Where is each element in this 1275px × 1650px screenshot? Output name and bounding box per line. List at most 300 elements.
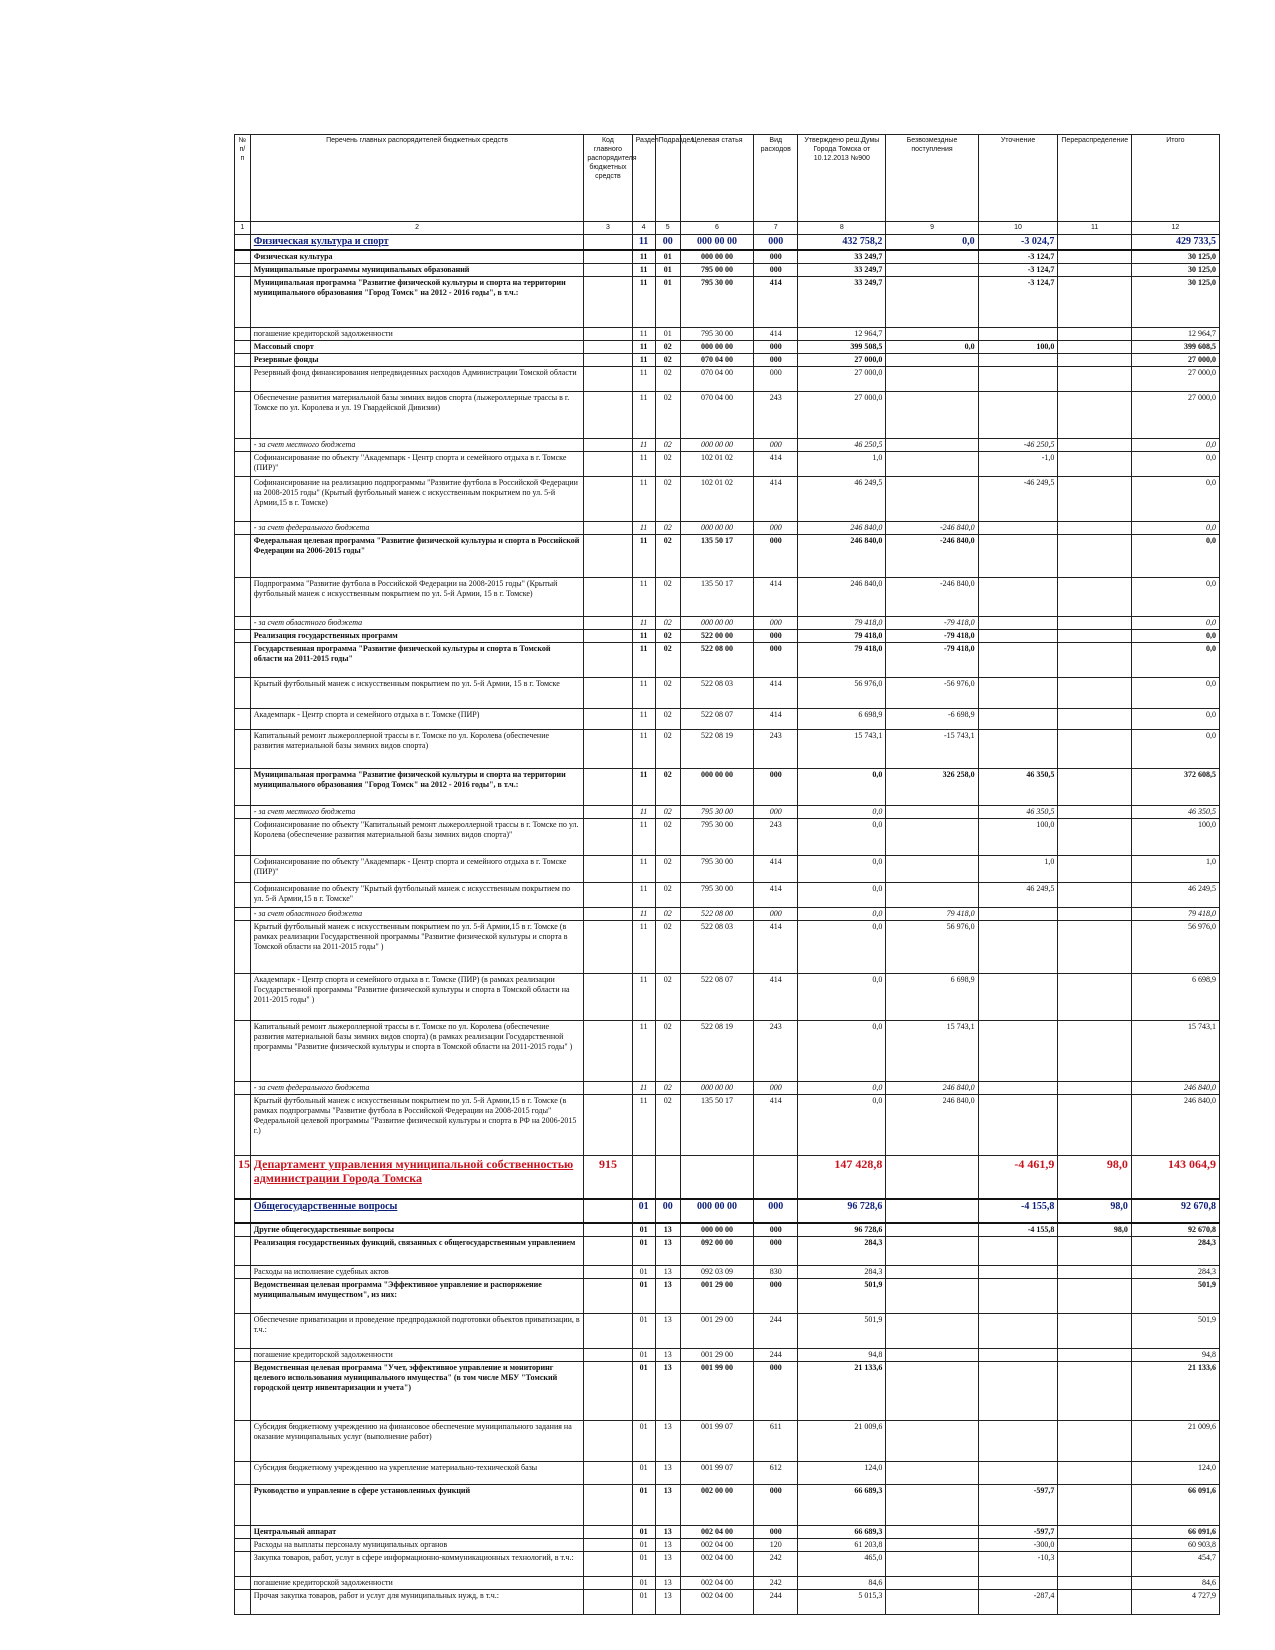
row-grants: 326 258,0 [886, 769, 978, 806]
row-code [584, 678, 632, 709]
row-section: 01 [632, 1485, 655, 1526]
row-total: 46 249,5 [1131, 883, 1219, 908]
row-index [235, 709, 251, 730]
table-row [235, 630, 1220, 643]
table-row [235, 439, 1220, 452]
row-approved: 0,0 [798, 769, 886, 806]
row-index [235, 617, 251, 630]
row-clarification: -3 124,7 [978, 264, 1058, 277]
row-redistribution [1058, 678, 1131, 709]
row-target: 795 00 00 [680, 264, 753, 277]
row-index [235, 1082, 251, 1095]
row-approved: 33 249,7 [798, 250, 886, 264]
row-approved: 61 203,8 [798, 1539, 886, 1552]
row-index [235, 769, 251, 806]
row-target: 000 00 00 [680, 235, 753, 251]
row-total: 429 733,5 [1131, 235, 1219, 251]
row-redistribution [1058, 367, 1131, 392]
row-target: 522 00 00 [680, 630, 753, 643]
row-subsection: 02 [655, 730, 680, 769]
row-index [235, 1362, 251, 1421]
column-number: 9 [886, 222, 978, 235]
row-approved: 27 000,0 [798, 392, 886, 439]
row-clarification [978, 1082, 1058, 1095]
row-grants [886, 1526, 978, 1539]
row-clarification: 1,0 [978, 856, 1058, 883]
row-redistribution: 98,0 [1058, 1156, 1131, 1200]
table-row [235, 1156, 1220, 1200]
row-expense-type: 414 [754, 856, 798, 883]
row-total: 6 698,9 [1131, 974, 1219, 1021]
table-row [235, 1021, 1220, 1082]
row-code [584, 908, 632, 921]
row-target: 000 00 00 [680, 439, 753, 452]
budget-table [234, 134, 1220, 1615]
row-clarification [978, 392, 1058, 439]
row-subsection: 02 [655, 678, 680, 709]
row-expense-type: 000 [754, 250, 798, 264]
table-row [235, 1526, 1220, 1539]
row-subsection: 13 [655, 1526, 680, 1539]
row-redistribution [1058, 535, 1131, 578]
row-index [235, 367, 251, 392]
row-subsection: 02 [655, 367, 680, 392]
row-code [584, 1199, 632, 1223]
row-redistribution [1058, 908, 1131, 921]
row-grants [886, 856, 978, 883]
row-index [235, 1552, 251, 1577]
row-grants: 79 418,0 [886, 908, 978, 921]
row-code [584, 1362, 632, 1421]
row-clarification: -3 124,7 [978, 250, 1058, 264]
table-row [235, 1266, 1220, 1279]
row-approved: 124,0 [798, 1462, 886, 1485]
row-section: 01 [632, 1279, 655, 1314]
row-clarification: -300,0 [978, 1539, 1058, 1552]
table-row [235, 769, 1220, 806]
column-number: 7 [754, 222, 798, 235]
row-total: 60 903,8 [1131, 1539, 1219, 1552]
column-number: 12 [1131, 222, 1219, 235]
row-section: 11 [632, 235, 655, 251]
row-expense-type: 000 [754, 769, 798, 806]
row-grants: -6 698,9 [886, 709, 978, 730]
row-code [584, 709, 632, 730]
row-index [235, 1266, 251, 1279]
row-target: 795 30 00 [680, 819, 753, 856]
row-total: 284,3 [1131, 1266, 1219, 1279]
row-section: 11 [632, 354, 655, 367]
row-subsection: 13 [655, 1314, 680, 1349]
row-subsection: 13 [655, 1362, 680, 1421]
row-section: 11 [632, 974, 655, 1021]
row-name: Департамент управления муниципальной собственностью администрации Города Томска [250, 1156, 584, 1200]
row-code [584, 1095, 632, 1156]
row-approved: 27 000,0 [798, 354, 886, 367]
row-name: Государственная программа "Развитие физической культуры и спорта в Томской области на 2011-2015 годы" [250, 643, 584, 678]
row-target: 001 29 00 [680, 1314, 753, 1349]
row-approved: 84,6 [798, 1577, 886, 1590]
row-approved: 46 250,5 [798, 439, 886, 452]
row-target: 092 03 09 [680, 1266, 753, 1279]
row-total: 27 000,0 [1131, 392, 1219, 439]
row-expense-type: 000 [754, 1237, 798, 1266]
table-row [235, 1349, 1220, 1362]
row-index [235, 630, 251, 643]
row-redistribution [1058, 1021, 1131, 1082]
row-code [584, 630, 632, 643]
row-grants: 6 698,9 [886, 974, 978, 1021]
row-expense-type: 000 [754, 806, 798, 819]
row-redistribution [1058, 819, 1131, 856]
row-name: Реализация государственных программ [250, 630, 584, 643]
row-name: Ведомственная целевая программа "Учет, эффективное управление и мониторинг целевого использования муниципального имущества" (в том числе МБУ "Томский городской центр инвентаризации и учета") [250, 1362, 584, 1421]
row-code [584, 250, 632, 264]
table-row [235, 1237, 1220, 1266]
row-redistribution [1058, 1314, 1131, 1349]
row-name: Софинансирование по объекту "Капитальный ремонт лыжероллерной трассы в г. Томске по ул. Королева (обеспечение развития материальной базы зимних видов спорта)" [250, 819, 584, 856]
row-subsection: 02 [655, 354, 680, 367]
row-clarification: -3 124,7 [978, 277, 1058, 328]
table-row [235, 974, 1220, 1021]
row-subsection: 02 [655, 477, 680, 522]
row-expense-type: 000 [754, 643, 798, 678]
row-subsection: 02 [655, 709, 680, 730]
row-name: Закупка товаров, работ, услуг в сфере информационно-коммуникационных технологий, в т.ч.: [250, 1552, 584, 1577]
row-expense-type: 000 [754, 367, 798, 392]
table-row [235, 328, 1220, 341]
column-number: 5 [655, 222, 680, 235]
row-approved: 33 249,7 [798, 277, 886, 328]
row-subsection: 02 [655, 630, 680, 643]
row-section: 11 [632, 1021, 655, 1082]
row-target: 000 00 00 [680, 1199, 753, 1223]
table-row [235, 264, 1220, 277]
row-redistribution [1058, 709, 1131, 730]
row-redistribution [1058, 477, 1131, 522]
row-section: 01 [632, 1237, 655, 1266]
row-index [235, 1314, 251, 1349]
row-total: 12 964,7 [1131, 328, 1219, 341]
row-approved: 96 728,6 [798, 1223, 886, 1237]
row-redistribution [1058, 277, 1131, 328]
row-grants [886, 1485, 978, 1526]
column-number: 1 [235, 222, 251, 235]
row-total: 94,8 [1131, 1349, 1219, 1362]
row-name: погашение кредиторской задолженности [250, 1349, 584, 1362]
header-grants: Безвозмездные поступления [886, 135, 978, 222]
table-row [235, 477, 1220, 522]
table-row [235, 354, 1220, 367]
row-grants [886, 1266, 978, 1279]
table-row [235, 1314, 1220, 1349]
row-redistribution [1058, 341, 1131, 354]
row-name: Муниципальная программа "Развитие физической культуры и спорта на территории муниципального образования "Город Томск" на 2012 - 2016 годы", в т.ч.: [250, 277, 584, 328]
row-clarification [978, 1021, 1058, 1082]
row-grants [886, 367, 978, 392]
table-row [235, 1421, 1220, 1462]
row-grants [886, 1199, 978, 1223]
row-target: 795 30 00 [680, 328, 753, 341]
row-section: 11 [632, 643, 655, 678]
row-target: 000 00 00 [680, 769, 753, 806]
table-row [235, 730, 1220, 769]
row-name: Субсидия бюджетному учреждению на финансовое обеспечение муниципального задания на оказание муниципальных услуг (выполнение работ) [250, 1421, 584, 1462]
row-subsection: 02 [655, 908, 680, 921]
row-target: 001 99 07 [680, 1421, 753, 1462]
row-approved: 0,0 [798, 1082, 886, 1095]
row-subsection: 02 [655, 452, 680, 477]
row-expense-type: 414 [754, 678, 798, 709]
header-approved: Утверждено реш.Думы Города Томска от 10.12.2013 №900 [798, 135, 886, 222]
row-approved: 5 015,3 [798, 1590, 886, 1615]
row-section: 11 [632, 1095, 655, 1156]
row-section: 11 [632, 1082, 655, 1095]
column-number: 4 [632, 222, 655, 235]
row-subsection: 02 [655, 535, 680, 578]
row-section: 11 [632, 819, 655, 856]
row-index [235, 341, 251, 354]
row-subsection: 01 [655, 264, 680, 277]
row-grants [886, 1421, 978, 1462]
table-row [235, 1082, 1220, 1095]
row-section: 11 [632, 264, 655, 277]
table-row [235, 1199, 1220, 1223]
row-grants [886, 1552, 978, 1577]
row-subsection: 02 [655, 522, 680, 535]
row-section: 11 [632, 452, 655, 477]
row-name: Академпарк - Центр спорта и семейного отдыха в г. Томске (ПИР) [250, 709, 584, 730]
row-expense-type: 000 [754, 1082, 798, 1095]
row-target: 001 99 07 [680, 1462, 753, 1485]
row-subsection: 02 [655, 617, 680, 630]
row-code [584, 477, 632, 522]
row-index [235, 277, 251, 328]
row-index [235, 856, 251, 883]
row-index [235, 1279, 251, 1314]
row-grants [886, 250, 978, 264]
row-clarification [978, 678, 1058, 709]
row-name: Прочая закупка товаров, работ и услуг для муниципальных нужд, в т.ч.: [250, 1590, 584, 1615]
row-index [235, 1199, 251, 1223]
row-grants [886, 1223, 978, 1237]
row-subsection: 02 [655, 769, 680, 806]
column-number: 10 [978, 222, 1058, 235]
row-code [584, 392, 632, 439]
row-name: Резервный фонд финансирования непредвиденных расходов Администрации Томской области [250, 367, 584, 392]
row-approved: 33 249,7 [798, 264, 886, 277]
row-redistribution: 98,0 [1058, 1223, 1131, 1237]
row-code [584, 328, 632, 341]
table-row [235, 250, 1220, 264]
row-code [584, 617, 632, 630]
row-clarification: 46 350,5 [978, 806, 1058, 819]
row-redistribution [1058, 1362, 1131, 1421]
row-clarification: -4 155,8 [978, 1199, 1058, 1223]
row-redistribution [1058, 921, 1131, 974]
row-grants: -246 840,0 [886, 535, 978, 578]
row-expense-type: 414 [754, 277, 798, 328]
row-total: 0,0 [1131, 535, 1219, 578]
table-row [235, 856, 1220, 883]
row-clarification [978, 730, 1058, 769]
row-grants: 246 840,0 [886, 1082, 978, 1095]
row-total: 92 670,8 [1131, 1223, 1219, 1237]
row-clarification: 46 249,5 [978, 883, 1058, 908]
table-row [235, 522, 1220, 535]
row-code [584, 367, 632, 392]
row-section: 01 [632, 1462, 655, 1485]
row-subsection: 02 [655, 341, 680, 354]
row-approved: 147 428,8 [798, 1156, 886, 1200]
row-expense-type: 000 [754, 235, 798, 251]
row-name: Центральный аппарат [250, 1526, 584, 1539]
row-target: 000 00 00 [680, 1223, 753, 1237]
row-section: 01 [632, 1526, 655, 1539]
row-total: 0,0 [1131, 630, 1219, 643]
table-row [235, 1279, 1220, 1314]
row-expense-type: 000 [754, 354, 798, 367]
row-section: 11 [632, 709, 655, 730]
row-approved: 79 418,0 [798, 630, 886, 643]
row-total: 27 000,0 [1131, 354, 1219, 367]
row-redistribution [1058, 630, 1131, 643]
row-clarification: -287,4 [978, 1590, 1058, 1615]
row-expense-type: 244 [754, 1590, 798, 1615]
row-clarification [978, 328, 1058, 341]
row-redistribution [1058, 730, 1131, 769]
row-approved: 501,9 [798, 1314, 886, 1349]
row-section: 11 [632, 730, 655, 769]
row-expense-type: 414 [754, 452, 798, 477]
row-grants [886, 354, 978, 367]
row-target: 002 04 00 [680, 1526, 753, 1539]
row-target: 522 08 03 [680, 921, 753, 974]
row-section [632, 1156, 655, 1200]
row-expense-type: 000 [754, 535, 798, 578]
table-row [235, 277, 1220, 328]
row-expense-type: 243 [754, 1021, 798, 1082]
row-target: 001 29 00 [680, 1349, 753, 1362]
row-approved: 399 508,5 [798, 341, 886, 354]
table-row [235, 1223, 1220, 1237]
row-name: Крытый футбольный манеж с искусственным покрытием по ул. 5-й Армии,15 в г. Томске (в рамках подпрограммы "Развитие футбола в Российской Федерации на 2008-2015 годы" Федеральной целевой программы "Развитие физической культуры и спорта в РФ на 2006-2015 г.) [250, 1095, 584, 1156]
header-code: Код главного распорядителя бюджетных средств [584, 135, 632, 222]
row-section: 11 [632, 769, 655, 806]
row-code [584, 235, 632, 251]
row-grants: -246 840,0 [886, 522, 978, 535]
row-expense-type: 414 [754, 477, 798, 522]
table-row [235, 819, 1220, 856]
table-row [235, 1552, 1220, 1577]
row-approved: 246 840,0 [798, 522, 886, 535]
table-row [235, 709, 1220, 730]
row-index [235, 1237, 251, 1266]
row-redistribution [1058, 1421, 1131, 1462]
row-subsection: 13 [655, 1279, 680, 1314]
row-index [235, 354, 251, 367]
row-approved: 94,8 [798, 1349, 886, 1362]
row-subsection: 02 [655, 1021, 680, 1082]
row-clarification [978, 643, 1058, 678]
row-name: - за счет областного бюджета [250, 908, 584, 921]
row-index [235, 1590, 251, 1615]
row-section: 11 [632, 630, 655, 643]
row-target: 135 50 17 [680, 535, 753, 578]
row-redistribution [1058, 1577, 1131, 1590]
row-section: 11 [632, 578, 655, 617]
row-section: 11 [632, 908, 655, 921]
row-clarification: -10,3 [978, 1552, 1058, 1577]
row-clarification [978, 354, 1058, 367]
row-target: 795 30 00 [680, 277, 753, 328]
row-expense-type: 242 [754, 1577, 798, 1590]
row-name: Софинансирование по объекту "Академпарк - Центр спорта и семейного отдыха в г. Томске (ПИР)" [250, 452, 584, 477]
row-clarification: -46 249,5 [978, 477, 1058, 522]
row-grants [886, 1539, 978, 1552]
table-row [235, 1539, 1220, 1552]
row-total: 15 743,1 [1131, 1021, 1219, 1082]
row-approved: 46 249,5 [798, 477, 886, 522]
row-target: 522 08 00 [680, 643, 753, 678]
row-name: Субсидия бюджетному учреждению на укрепление материально-технической базы [250, 1462, 584, 1485]
row-redistribution [1058, 1590, 1131, 1615]
row-target: 522 08 07 [680, 709, 753, 730]
row-index [235, 883, 251, 908]
row-index [235, 819, 251, 856]
row-clarification: -597,7 [978, 1526, 1058, 1539]
row-expense-type: 244 [754, 1314, 798, 1349]
row-total: 0,0 [1131, 522, 1219, 535]
row-name: Общегосударственные вопросы [250, 1199, 584, 1223]
row-clarification [978, 908, 1058, 921]
row-subsection: 02 [655, 439, 680, 452]
row-redistribution [1058, 439, 1131, 452]
row-target: 000 00 00 [680, 522, 753, 535]
row-expense-type: 000 [754, 617, 798, 630]
row-code [584, 439, 632, 452]
row-code [584, 1539, 632, 1552]
budget-document [234, 134, 1220, 1644]
row-code [584, 1421, 632, 1462]
row-index [235, 392, 251, 439]
row-code [584, 1266, 632, 1279]
row-total: 454,7 [1131, 1552, 1219, 1577]
row-index [235, 578, 251, 617]
row-code [584, 921, 632, 974]
header-clarification: Уточнение [978, 135, 1058, 222]
row-grants [886, 277, 978, 328]
row-total: 501,9 [1131, 1314, 1219, 1349]
row-name: Физическая культура [250, 250, 584, 264]
row-name: Ведомственная целевая программа "Эффективное управление и распоряжение муниципальным имуществом", из них: [250, 1279, 584, 1314]
table-row [235, 806, 1220, 819]
row-code [584, 341, 632, 354]
row-code [584, 974, 632, 1021]
row-section: 11 [632, 328, 655, 341]
row-redistribution [1058, 1095, 1131, 1156]
row-target: 092 00 00 [680, 1237, 753, 1266]
row-clarification [978, 1095, 1058, 1156]
table-row [235, 341, 1220, 354]
row-redistribution [1058, 1266, 1131, 1279]
row-index [235, 1349, 251, 1362]
row-subsection: 02 [655, 974, 680, 1021]
row-subsection [655, 1156, 680, 1200]
row-grants [886, 1362, 978, 1421]
header-subsection: Подраздел [655, 135, 680, 222]
row-expense-type: 000 [754, 522, 798, 535]
